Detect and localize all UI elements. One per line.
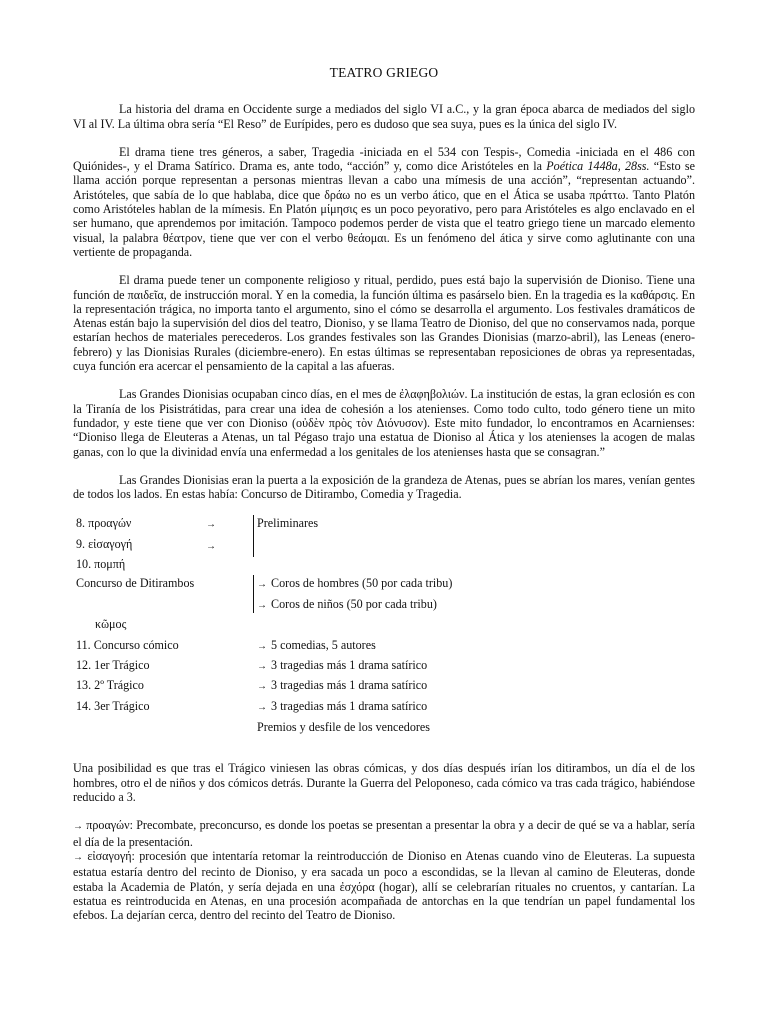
schedule-label-tragico-3: 14. 3er Trágico (76, 699, 150, 714)
schedule-right-comedias: 5 comedias, 5 autores (271, 638, 376, 653)
arrow-icon: → (257, 661, 267, 673)
schedule-row-ditirambos-ninos (73, 596, 693, 612)
paragraph-3: El drama puede tener un componente religioso y ritual, perdido, pues está bajo la supervisión de Dioniso. Tiene una función de παιδεῖα, de instrucción moral. Y en la comedia, la función última es pasárselo bien. En la tragedia es la καθάρσις. En la representación trágica, no importa tanto el argumento, sino el cómo se desarrolla el argumento. Los festivales dramáticos de Atenas están bajo la supervisión del dios del teatro, Dioniso, y se llama Teatro de Dioniso, del que no conservamos nada, porque estarían hechos de materiales perecederos. Los grandes festivales son las Grandes Dionisias (marzo-abril), las Leneas (enero-febrero) y las Dionisias Rurales (diciembre-enero). En estas últimas se representaban reposiciones de obras ya representadas, cuya función era acercar el pensamiento de la capital a las afueras. (73, 273, 695, 374)
schedule-row-pompe (73, 556, 693, 572)
paragraph-4: Las Grandes Dionisias ocupaban cinco días, en el mes de ἐλαφηβολιών. La institución de estas, la gran eclosión es con la Tiranía de los Pisistrátidas, para crear una idea de cohesión a los atenienses. Como todo culto, todo género tiene un mito fundador, y este tiene que ver con Dioniso (οὐδὲν πρὸς τὸν Διόνυσον). Este mito fundador, lo encontramos en Acarnienses: “Dioniso llega de Eleuteras a Atenas, un tal Pégaso trajo una estatua de Dioniso al Ática y los atenienses la acogen de malas ganas, con lo que la divinidad envía una enfermedad a los genitales de los atenienses hasta que se consagran.” (73, 387, 695, 459)
paragraph-2-citation: Poética 1448a, 28ss. (546, 159, 650, 174)
paragraph-2-part-b: “Esto se llama acción porque representan a personas mientras llevan a cabo una mímesis de una acción”, “representan actuando”. Aristóteles, que sabía de lo que hablaba, dice que δράω no es un verbo ático, que en el Ática se usaba πράττω. Tanto Platón como Aristóteles hablan de la mímesis. En Platón μίμησις es un poco peyorativo, pero para Aristóteles es algo enclavado en el ser humano, que aprendemos por imitación. Tampoco podemos perder de vista que el teatro griego tiene un marcado elemento visual, la palabra θέατρον, tiene que ver con el verbo θεάομαι. Es un fenómeno del ática y sirve como aglutinante con una vertiente de propaganda. (73, 159, 695, 259)
schedule-label-tragico-1: 12. 1er Trágico (76, 658, 150, 673)
note-eisagoge (73, 849, 695, 922)
arrow-icon: → (257, 681, 267, 693)
paragraph-5: Las Grandes Dionisias eran la puerta a la exposición de la grandeza de Atenas, pues se abrían los mares, venían gentes de todos los lados. En estas había: Concurso de Ditirambo, Comedia y Tragedia. (73, 472, 695, 502)
schedule-row-tragico-3 (73, 698, 693, 714)
schedule-row-komos (73, 616, 693, 632)
schedule-row-tragico-2 (73, 677, 693, 693)
arrow-icon: → (257, 702, 267, 714)
arrow-icon: → (257, 641, 267, 653)
schedule-label-eisagoge: 9. εἰσαγογή (76, 537, 133, 552)
schedule-label-comico: 11. Concurso cómico (76, 638, 179, 653)
arrow-icon: → (257, 579, 267, 591)
schedule-row-tragico-1 (73, 657, 693, 673)
schedule-row-ditirambos-hombres (73, 575, 693, 591)
note-proagon-text: προαγών: Precombate, preconcurso, es donde los poetas se presentan a presentar la obra y a decir de qué se va a hablar, sería el día de la presentación. (73, 818, 695, 849)
schedule-right-tragedias-1: 3 tragedias más 1 drama satírico (271, 658, 428, 673)
schedule-label-ditirambos: Concurso de Ditirambos (76, 576, 195, 591)
schedule-right-tragedias-3: 3 tragedias más 1 drama satírico (271, 699, 428, 714)
paragraph-1: La historia del drama en Occidente surge a mediados del siglo VI a.C., y la gran época abarca de mediados del siglo VI al IV. La última obra sería “El Reso” de Eurípides, pero es dudoso que sea suya, pues es la única del siglo IV. (73, 102, 695, 131)
paragraph-2-part-a: El drama tiene tres géneros, a saber, Tragedia -iniciada en el 534 con Tespis-, Comedia -iniciada en el 486 con Quiónides-, y el Drama Satírico. Drama es, ante todo, “acción” y, como dice Aristóteles en la (73, 144, 695, 174)
schedule-right-preliminares: Preliminares (257, 516, 319, 531)
schedule-row-eisagoge (73, 536, 693, 552)
document-title: TEATRO GRIEGO (329, 65, 439, 80)
schedule-label-proagon: 8. προαγών (76, 516, 132, 531)
schedule-label-pompe: 10. πομπή (76, 557, 126, 572)
schedule-label-tragico-2: 13. 2º Trágico (76, 678, 144, 693)
festival-schedule (73, 515, 695, 747)
schedule-right-coros-hombres: Coros de hombres (50 por cada tribu) (271, 576, 453, 591)
paragraph-2 (73, 145, 695, 259)
schedule-label-komos: κῶμος (95, 617, 127, 632)
schedule-row-premios (73, 719, 693, 735)
arrow-icon: → (206, 541, 216, 553)
schedule-right-premios: Premios y desfile de los vencedores (257, 720, 430, 735)
note-proagon (73, 818, 695, 849)
note-eisagoge-text: εἰσαγογή: procesión que intentaría retomar la reintroducción de Dioniso en Atenas cuando vino de Eleuteras. La supuesta estatua estaría dentro del recinto de Dioniso, y era sacada un poco a escondidas, se la llevan al camino de Eleuteras, donde estaba la Academia de Platón, y sería dejada en una ἐσχόρα (hogar), allí se celebrarían rituales no cruentos, y cantarían. La estatua es reintroducida en Atenas, en una procesión acompañada de antorchas en la que tendrían un papel fundamental los efebos. La dejarían cerca, dentro del recinto del Teatro de Dioniso. (73, 848, 696, 923)
arrow-icon: → (73, 851, 83, 863)
schedule-row-proagon (73, 515, 693, 531)
schedule-row-comico (73, 637, 693, 653)
paragraph-6: Una posibilidad es que tras el Trágico viniesen las obras cómicas, y dos días después irían los ditirambos, un día el de los hombres, otro el de niños y dos cómicos detrás. Durante la Guerra del Peloponeso, cada cómico va tras cada trágico, habiéndose reducido a 3. (73, 761, 695, 805)
arrow-icon: → (206, 519, 216, 531)
schedule-right-tragedias-2: 3 tragedias más 1 drama satírico (271, 678, 428, 693)
arrow-icon: → (73, 821, 83, 833)
arrow-icon: → (257, 600, 267, 612)
schedule-right-coros-ninos: Coros de niños (50 por cada tribu) (271, 597, 437, 612)
